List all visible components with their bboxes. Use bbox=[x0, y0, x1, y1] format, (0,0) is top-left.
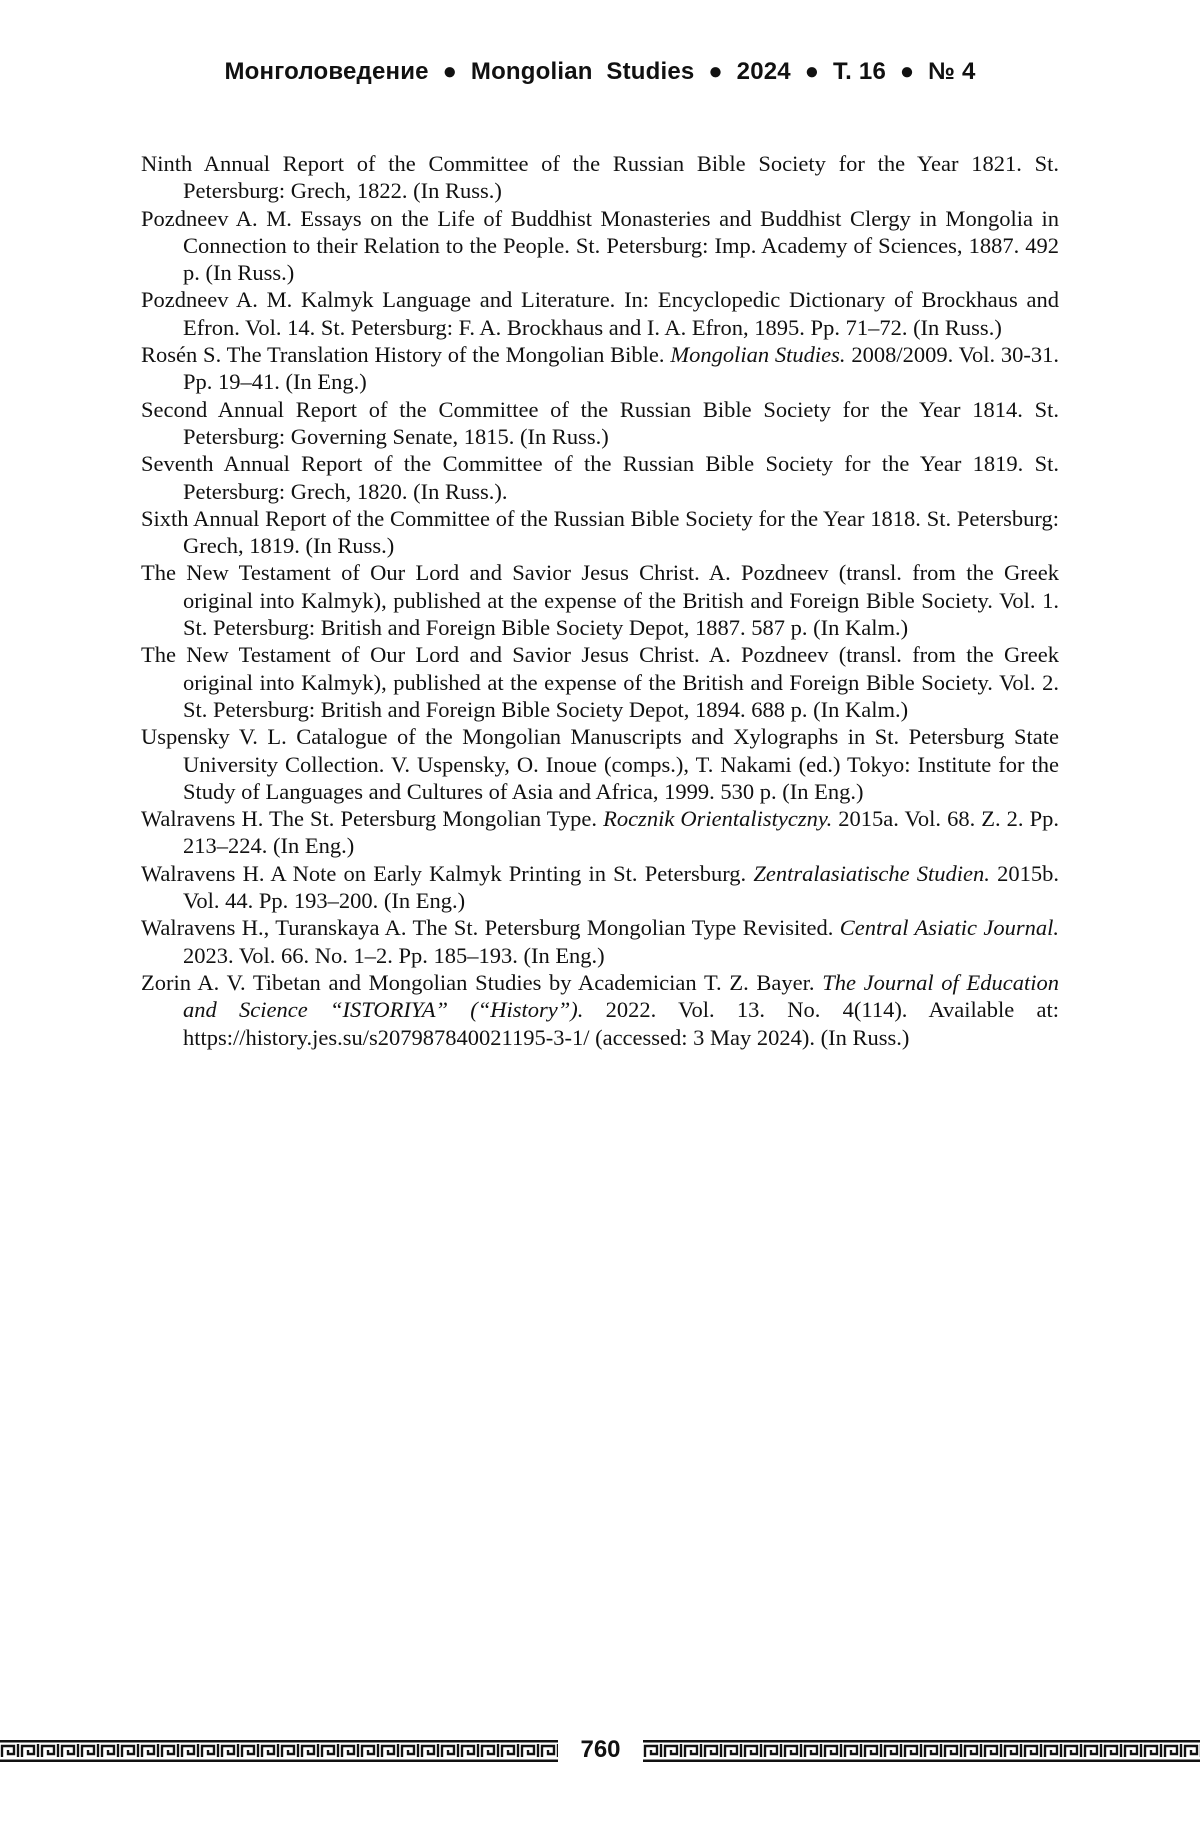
reference-entry bbox=[141, 641, 1059, 723]
reference-entry bbox=[141, 205, 1059, 287]
reference-text: Walravens H. The St. Petersburg Mongolian Type. bbox=[141, 806, 604, 832]
reference-list bbox=[141, 150, 1059, 1051]
reference-text: Zorin A. V. Tibetan and Mongolian Studies by Academician T. Z. Bayer. bbox=[141, 969, 823, 995]
meander-border-right bbox=[643, 1740, 1200, 1762]
reference-entry bbox=[141, 505, 1059, 560]
reference-text: 2023. Vol. 66. No. 1–2. Pp. 185–193. (In Eng.) bbox=[183, 942, 605, 968]
reference-text: Pozdneev A. M. Essays on the Life of Buddhist Monasteries and Buddhist Clergy in Mongolia in Connection to their Relation to the People. St. Petersburg: Imp. Academy of Sciences, 1887. 492 p. (In Russ.) bbox=[141, 205, 1059, 286]
reference-entry bbox=[141, 559, 1059, 641]
reference-entry bbox=[141, 396, 1059, 451]
reference-entry bbox=[141, 150, 1059, 205]
reference-text: Ninth Annual Report of the Committee of the Russian Bible Society for the Year 1821. St. Petersburg: Grech, 1822. (In Russ.) bbox=[141, 151, 1059, 204]
reference-source-title: Zentralasiatische Studien. bbox=[753, 860, 990, 886]
reference-entry bbox=[141, 969, 1059, 1051]
reference-text: Seventh Annual Report of the Committee of the Russian Bible Society for the Year 1819. St. Petersburg: Grech, 1820. (In Russ.). bbox=[141, 451, 1059, 504]
reference-source-title: Mongolian Studies. bbox=[670, 342, 846, 368]
reference-text: Uspensky V. L. Catalogue of the Mongolian Manuscripts and Xylographs in St. Petersburg State University Collection. V. Uspensky, O. Inoue (comps.), T. Nakami (ed.) Tokyo: Institute for the Study of Languages and Cultures of Asia and Africa, 1999. 530 p. (In Eng.) bbox=[141, 724, 1059, 804]
reference-entry bbox=[141, 450, 1059, 505]
reference-text: Second Annual Report of the Committee of the Russian Bible Society for the Year 1814. St. Petersburg: Governing Senate, 1815. (In Russ.) bbox=[141, 396, 1059, 449]
reference-text: 2022. Vol. 13. No. 4(114). Available at: https://history.jes.su/s207987840021195-3-1/ (accessed: 3 May 2024). (In Russ.) bbox=[183, 997, 1059, 1050]
reference-source-title: The Journal of Education and Science “ISTORIYA” (“History”). bbox=[183, 969, 1059, 1023]
reference-entry bbox=[141, 286, 1059, 341]
meander-border-left bbox=[0, 1740, 558, 1762]
reference-text: 2008/2009. Vol. 30-31. Pp. 19–41. (In Eng.) bbox=[183, 342, 1059, 395]
reference-entry bbox=[141, 805, 1059, 860]
reference-text: Walravens H., Turanskaya A. The St. Petersburg Mongolian Type Revisited. bbox=[141, 915, 840, 941]
page-footer bbox=[0, 1738, 1200, 1766]
reference-text: Walravens H. A Note on Early Kalmyk Printing in St. Petersburg. bbox=[141, 860, 754, 886]
reference-text: The New Testament of Our Lord and Savior Jesus Christ. A. Pozdneev (transl. from the Greek original into Kalmyk), published at the expense of the British and Foreign Bible Society. Vol. 2. St. Petersburg: British and Foreign Bible Society Depot, 1894. 688 p. (In Kalm.) bbox=[141, 642, 1059, 722]
reference-source-title: Rocznik Orientalistyczny. bbox=[603, 806, 833, 832]
reference-text: Sixth Annual Report of the Committee of the Russian Bible Society for the Year 1818. St. Petersburg: Grech, 1819. (In Russ.) bbox=[141, 505, 1059, 559]
reference-text: Pozdneev A. M. Kalmyk Language and Literature. In: Encyclopedic Dictionary of Brockhaus and Efron. Vol. 14. St. Petersburg: F. A. Brockhaus and I. A. Efron, 1895. Pp. 71–72. (In Russ.) bbox=[141, 287, 1059, 340]
reference-text: 2015a. Vol. 68. Z. 2. Pp. 213–224. (In Eng.) bbox=[183, 806, 1059, 859]
reference-text: The New Testament of Our Lord and Savior Jesus Christ. A. Pozdneev (transl. from the Greek original into Kalmyk), published at the expense of the British and Foreign Bible Society. Vol. 1. St. Petersburg: British and Foreign Bible Society Depot, 1887. 587 p. (In Kalm.) bbox=[141, 560, 1059, 641]
reference-entry bbox=[141, 860, 1059, 915]
reference-text: 2015b. Vol. 44. Pp. 193–200. (In Eng.) bbox=[183, 860, 1059, 914]
reference-entry bbox=[141, 341, 1059, 396]
reference-entry bbox=[141, 914, 1059, 969]
page-number: 760 bbox=[580, 1736, 621, 1763]
running-head: Монголоведение ● Mongolian Studies ● 2024 ● Т. 16 ● № 4 bbox=[224, 58, 976, 85]
reference-source-title: Central Asiatic Journal. bbox=[839, 915, 1059, 941]
reference-entry bbox=[141, 723, 1059, 805]
reference-text: Rosén S. The Translation History of the Mongolian Bible. bbox=[141, 342, 671, 368]
